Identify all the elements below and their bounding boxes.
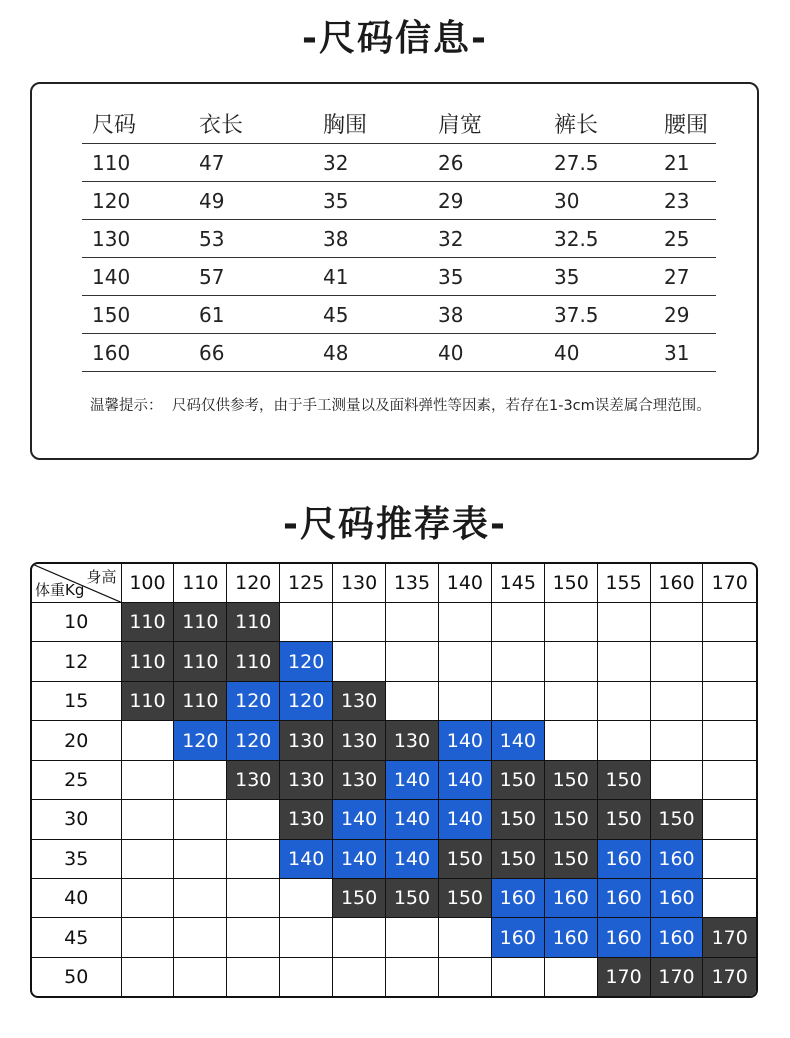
recommended-size-cell: 160 bbox=[597, 879, 650, 918]
empty-cell bbox=[438, 957, 491, 996]
recommended-size-cell: 150 bbox=[650, 800, 703, 839]
empty-cell bbox=[597, 603, 650, 642]
recommended-size-cell: 120 bbox=[227, 681, 280, 720]
recommended-size-cell: 160 bbox=[544, 918, 597, 957]
empty-cell bbox=[544, 681, 597, 720]
empty-cell bbox=[650, 760, 703, 799]
size-info-cell: 48 bbox=[323, 340, 349, 365]
recommendation-title: -尺码推荐表- bbox=[283, 504, 507, 545]
empty-cell bbox=[174, 918, 227, 957]
recommended-size-cell: 140 bbox=[438, 800, 491, 839]
size-info-cell: 140 bbox=[92, 264, 131, 289]
size-info-cell: 66 bbox=[199, 340, 225, 365]
recommended-size-cell: 160 bbox=[491, 879, 544, 918]
recommended-size-cell: 160 bbox=[650, 918, 703, 957]
recommended-size-cell: 130 bbox=[280, 760, 333, 799]
empty-cell bbox=[333, 642, 386, 681]
recommended-size-cell: 160 bbox=[597, 918, 650, 957]
empty-cell bbox=[650, 603, 703, 642]
height-header-cell: 140 bbox=[438, 564, 491, 603]
header-size: 尺码 bbox=[92, 113, 137, 138]
recommended-size-cell: 140 bbox=[386, 839, 439, 878]
height-header-cell: 110 bbox=[174, 564, 227, 603]
weight-row bbox=[32, 681, 756, 720]
empty-cell bbox=[333, 918, 386, 957]
recommended-size-cell: 170 bbox=[597, 957, 650, 996]
corner-height-label: 身高 bbox=[86, 568, 117, 586]
empty-cell bbox=[438, 642, 491, 681]
empty-cell bbox=[227, 800, 280, 839]
recommended-size-cell: 150 bbox=[491, 800, 544, 839]
height-header-cell: 170 bbox=[703, 564, 756, 603]
weight-row bbox=[32, 760, 756, 799]
size-info-cell: 40 bbox=[438, 340, 464, 365]
empty-cell bbox=[491, 642, 544, 681]
weight-row bbox=[32, 642, 756, 681]
empty-cell bbox=[597, 681, 650, 720]
recommended-size-cell: 150 bbox=[544, 760, 597, 799]
recommended-size-cell: 150 bbox=[438, 879, 491, 918]
weight-label-cell: 50 bbox=[32, 957, 121, 996]
empty-cell bbox=[491, 603, 544, 642]
size-info-cell: 30 bbox=[554, 188, 580, 213]
size-note bbox=[90, 394, 730, 418]
empty-cell bbox=[386, 681, 439, 720]
size-info-title: -尺码信息- bbox=[302, 18, 488, 59]
empty-cell bbox=[650, 681, 703, 720]
recommended-size-cell: 110 bbox=[174, 681, 227, 720]
weight-row bbox=[32, 879, 756, 918]
size-info-cell: 49 bbox=[199, 188, 225, 213]
weight-label-cell: 20 bbox=[32, 721, 121, 760]
recommended-size-cell: 150 bbox=[544, 839, 597, 878]
empty-cell bbox=[703, 760, 756, 799]
recommended-size-cell: 150 bbox=[491, 839, 544, 878]
weight-row bbox=[32, 800, 756, 839]
size-info-row bbox=[82, 220, 716, 258]
size-info-cell: 61 bbox=[199, 302, 225, 327]
recommended-size-cell: 140 bbox=[386, 760, 439, 799]
recommended-size-cell: 150 bbox=[386, 879, 439, 918]
empty-cell bbox=[703, 721, 756, 760]
recommended-size-cell: 140 bbox=[438, 721, 491, 760]
recommended-size-cell: 160 bbox=[491, 918, 544, 957]
recommended-size-cell: 120 bbox=[280, 642, 333, 681]
recommended-size-cell: 150 bbox=[491, 760, 544, 799]
empty-cell bbox=[121, 721, 174, 760]
recommended-size-cell: 160 bbox=[544, 879, 597, 918]
weight-label-cell: 10 bbox=[32, 603, 121, 642]
size-info-row bbox=[82, 182, 716, 220]
size-info-cell: 23 bbox=[664, 188, 690, 213]
size-info-cell: 26 bbox=[438, 150, 464, 175]
height-header-cell: 120 bbox=[227, 564, 280, 603]
empty-cell bbox=[597, 642, 650, 681]
empty-cell bbox=[597, 721, 650, 760]
recommended-size-cell: 160 bbox=[650, 879, 703, 918]
empty-cell bbox=[121, 918, 174, 957]
recommended-size-cell: 130 bbox=[333, 681, 386, 720]
size-info-row bbox=[82, 144, 716, 182]
empty-cell bbox=[438, 603, 491, 642]
size-info-cell: 35 bbox=[554, 264, 580, 289]
empty-cell bbox=[227, 839, 280, 878]
size-info-cell: 29 bbox=[438, 188, 464, 213]
empty-cell bbox=[703, 603, 756, 642]
size-info-cell: 25 bbox=[664, 226, 690, 251]
recommended-size-cell: 130 bbox=[386, 721, 439, 760]
size-info-cell: 45 bbox=[323, 302, 349, 327]
weight-row bbox=[32, 721, 756, 760]
header-waist: 腰围 bbox=[664, 113, 709, 138]
empty-cell bbox=[227, 879, 280, 918]
recommended-size-cell: 150 bbox=[333, 879, 386, 918]
size-info-cell: 35 bbox=[438, 264, 464, 289]
empty-cell bbox=[544, 957, 597, 996]
weight-label-cell: 35 bbox=[32, 839, 121, 878]
size-info-row bbox=[82, 258, 716, 296]
size-info-cell: 29 bbox=[664, 302, 690, 327]
recommended-size-cell: 120 bbox=[280, 681, 333, 720]
size-info-cell: 150 bbox=[92, 302, 131, 327]
size-info-cell: 32 bbox=[438, 226, 464, 251]
empty-cell bbox=[386, 918, 439, 957]
recommended-size-cell: 170 bbox=[703, 957, 756, 996]
size-info-cell: 32.5 bbox=[554, 226, 599, 251]
empty-cell bbox=[703, 642, 756, 681]
recommended-size-cell: 140 bbox=[491, 721, 544, 760]
size-info-cell: 41 bbox=[323, 264, 349, 289]
size-info-cell: 31 bbox=[664, 340, 690, 365]
size-info-cell: 27.5 bbox=[554, 150, 599, 175]
size-info-row bbox=[82, 296, 716, 334]
recommended-size-cell: 170 bbox=[703, 918, 756, 957]
recommended-size-cell: 150 bbox=[438, 839, 491, 878]
recommendation-table-wrapper bbox=[30, 562, 758, 998]
empty-cell bbox=[121, 760, 174, 799]
recommended-size-cell: 120 bbox=[227, 721, 280, 760]
empty-cell bbox=[280, 879, 333, 918]
size-info-cell: 57 bbox=[199, 264, 225, 289]
size-info-cell: 38 bbox=[323, 226, 349, 251]
empty-cell bbox=[491, 681, 544, 720]
recommended-size-cell: 150 bbox=[544, 800, 597, 839]
corner-cell bbox=[32, 564, 121, 603]
recommended-size-cell: 130 bbox=[333, 721, 386, 760]
height-header-cell: 130 bbox=[333, 564, 386, 603]
header-shoulder: 肩宽 bbox=[438, 113, 483, 138]
recommended-size-cell: 140 bbox=[438, 760, 491, 799]
size-info-row bbox=[82, 334, 716, 372]
note-label: 温馨提示： bbox=[90, 398, 163, 414]
height-header-cell: 155 bbox=[597, 564, 650, 603]
empty-cell bbox=[544, 721, 597, 760]
recommended-size-cell: 110 bbox=[121, 681, 174, 720]
weight-label-cell: 25 bbox=[32, 760, 121, 799]
weight-label-cell: 45 bbox=[32, 918, 121, 957]
recommended-size-cell: 130 bbox=[280, 721, 333, 760]
size-info-cell: 120 bbox=[92, 188, 131, 213]
recommended-size-cell: 130 bbox=[227, 760, 280, 799]
empty-cell bbox=[386, 957, 439, 996]
empty-cell bbox=[703, 839, 756, 878]
empty-cell bbox=[280, 957, 333, 996]
size-info-cell: 47 bbox=[199, 150, 225, 175]
weight-label-cell: 30 bbox=[32, 800, 121, 839]
recommended-size-cell: 110 bbox=[174, 642, 227, 681]
size-info-card bbox=[30, 82, 759, 460]
recommended-size-cell: 120 bbox=[174, 721, 227, 760]
corner-weight-label: 体重Kg bbox=[35, 581, 85, 600]
recommended-size-cell: 150 bbox=[597, 760, 650, 799]
height-header-cell: 150 bbox=[544, 564, 597, 603]
empty-cell bbox=[174, 760, 227, 799]
recommended-size-cell: 110 bbox=[227, 603, 280, 642]
recommended-size-cell: 130 bbox=[333, 760, 386, 799]
empty-cell bbox=[174, 879, 227, 918]
size-info-cell: 38 bbox=[438, 302, 464, 327]
empty-cell bbox=[227, 957, 280, 996]
empty-cell bbox=[386, 603, 439, 642]
recommended-size-cell: 130 bbox=[280, 800, 333, 839]
empty-cell bbox=[703, 681, 756, 720]
size-info-cell: 130 bbox=[92, 226, 131, 251]
empty-cell bbox=[280, 603, 333, 642]
empty-cell bbox=[703, 879, 756, 918]
recommended-size-cell: 110 bbox=[121, 603, 174, 642]
recommended-size-cell: 140 bbox=[280, 839, 333, 878]
empty-cell bbox=[121, 800, 174, 839]
size-info-cell: 53 bbox=[199, 226, 225, 251]
empty-cell bbox=[174, 957, 227, 996]
empty-cell bbox=[703, 800, 756, 839]
recommended-size-cell: 110 bbox=[121, 642, 174, 681]
empty-cell bbox=[544, 603, 597, 642]
size-info-cell: 40 bbox=[554, 340, 580, 365]
empty-cell bbox=[280, 918, 333, 957]
recommended-size-cell: 140 bbox=[386, 800, 439, 839]
recommended-size-cell: 170 bbox=[650, 957, 703, 996]
size-info-cell: 37.5 bbox=[554, 302, 599, 327]
empty-cell bbox=[650, 642, 703, 681]
weight-label-cell: 15 bbox=[32, 681, 121, 720]
size-info-cell: 32 bbox=[323, 150, 349, 175]
empty-cell bbox=[227, 918, 280, 957]
weight-row bbox=[32, 957, 756, 996]
recommended-size-cell: 150 bbox=[597, 800, 650, 839]
empty-cell bbox=[121, 839, 174, 878]
size-info-cell: 21 bbox=[664, 150, 690, 175]
weight-row bbox=[32, 603, 756, 642]
size-info-header-row bbox=[82, 104, 716, 144]
empty-cell bbox=[491, 957, 544, 996]
height-header-cell: 125 bbox=[280, 564, 333, 603]
empty-cell bbox=[121, 957, 174, 996]
empty-cell bbox=[333, 957, 386, 996]
empty-cell bbox=[174, 800, 227, 839]
note-text: 尺码仅供参考，由于手工测量以及面料弹性等因素，若存在1-3cm误差属合理范围。 bbox=[172, 398, 711, 414]
empty-cell bbox=[386, 642, 439, 681]
height-header-row bbox=[32, 564, 756, 603]
recommended-size-cell: 140 bbox=[333, 800, 386, 839]
weight-label-cell: 12 bbox=[32, 642, 121, 681]
recommended-size-cell: 160 bbox=[597, 839, 650, 878]
height-header-cell: 160 bbox=[650, 564, 703, 603]
size-info-table bbox=[82, 104, 716, 372]
recommended-size-cell: 160 bbox=[650, 839, 703, 878]
empty-cell bbox=[650, 721, 703, 760]
header-chest: 胸围 bbox=[323, 113, 368, 138]
recommended-size-cell: 110 bbox=[227, 642, 280, 681]
empty-cell bbox=[174, 839, 227, 878]
size-info-cell: 110 bbox=[92, 150, 131, 175]
size-info-cell: 35 bbox=[323, 188, 349, 213]
recommended-size-cell: 140 bbox=[333, 839, 386, 878]
weight-label-cell: 40 bbox=[32, 879, 121, 918]
recommendation-table bbox=[32, 564, 756, 996]
empty-cell bbox=[438, 681, 491, 720]
header-length: 衣长 bbox=[199, 113, 244, 138]
empty-cell bbox=[438, 918, 491, 957]
height-header-cell: 135 bbox=[386, 564, 439, 603]
empty-cell bbox=[121, 879, 174, 918]
empty-cell bbox=[544, 642, 597, 681]
empty-cell bbox=[333, 603, 386, 642]
height-header-cell: 100 bbox=[121, 564, 174, 603]
weight-row bbox=[32, 839, 756, 878]
header-pants-length: 裤长 bbox=[554, 113, 599, 138]
size-info-cell: 27 bbox=[664, 264, 690, 289]
recommended-size-cell: 110 bbox=[174, 603, 227, 642]
weight-row bbox=[32, 918, 756, 957]
height-header-cell: 145 bbox=[491, 564, 544, 603]
size-info-cell: 160 bbox=[92, 340, 131, 365]
